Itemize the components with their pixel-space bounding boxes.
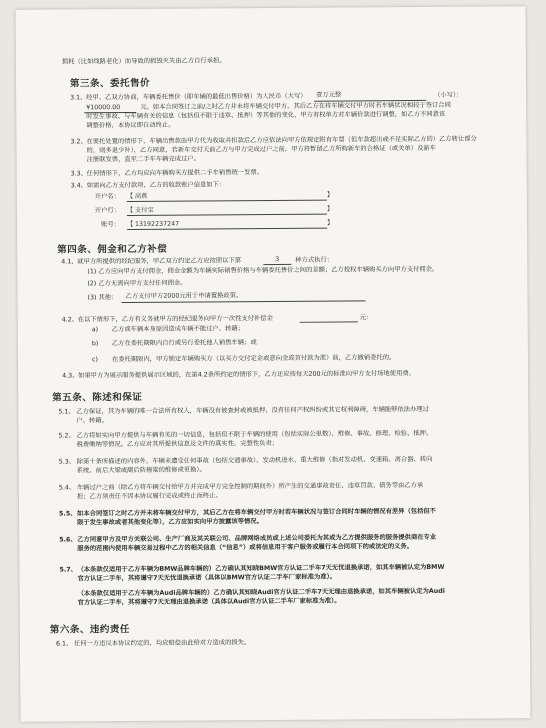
- account-number-line: [127, 228, 327, 230]
- bank-label: 开户行：: [94, 207, 121, 215]
- clause-4-3-num: 4.3、: [62, 372, 79, 380]
- option-3-value: 乙方支付甲方2000元用于申请置换政策。: [125, 292, 243, 301]
- item-c-text: 在委托期限内，甲方锁定车辆购买方（以买方交付定金或意向金或首付款为准）前，乙方撤销委托的。: [111, 354, 396, 364]
- bracket-close-1: 】: [326, 191, 334, 199]
- clause-3-3-text: 任何情形下，乙方均应向车辆购买方提供二手车销售统一发票。: [86, 169, 264, 178]
- clause-3-2-line3: 注册联发票，直至二手车车辆完成过户。: [86, 155, 200, 164]
- clause-6-1-text: 任何一方违反本协议约定的，均应赔偿由此给对方造成的损失。: [73, 639, 251, 648]
- clause-3-1-line4: 调整价格，本协议即自动终止。: [86, 121, 175, 130]
- bracket-open-3: 【: [126, 220, 134, 229]
- clause-5-5-num: 5.5、: [59, 510, 77, 518]
- account-number-label: 账号：: [100, 221, 120, 229]
- clause-5-2-num: 5.2、: [58, 432, 75, 440]
- top-text: 损耗（比如线路老化）而导致的损毁灭失由乙方自行承担。: [61, 57, 226, 66]
- clause-5-5-line1: 如本合同签订之时乙方并未将车辆交付甲方，其后乙方在将车辆交付甲方时若车辆状况与签订合同时车辆的情况有差异（包括但不: [77, 507, 436, 518]
- choice-line: [263, 264, 291, 265]
- clause-5-3-line2: 系统、前后大梁或副后防撞梁的维修或更换）。: [76, 466, 206, 475]
- clause-4-2-intro-b: 元：: [359, 314, 373, 322]
- clause-4-1-choice: 3: [275, 255, 280, 263]
- clause-5-1-num: 5.1、: [58, 408, 75, 416]
- section-6-title: 第六条、违约责任: [49, 624, 130, 636]
- contract-page: [16, 6, 531, 722]
- amount-lower: ¥10000.00: [86, 104, 121, 112]
- item-a-mark: a): [91, 326, 99, 334]
- section-4-title: 第四条、佣金和乙方补偿: [57, 243, 168, 256]
- section-3-title: 第三条、委托售价: [70, 77, 151, 90]
- account-name-value: 高燕: [134, 192, 148, 200]
- clause-5-1-line2: 户、转籍。: [76, 417, 108, 425]
- compensation-line: [300, 321, 358, 322]
- clause-5-7-line1: （本条款仅适用于乙方车辆为BMW品牌车辆的）乙方确认其知晓BMW官方认证二手车7天无忧退换承诺，如其车辆被认定为BMW: [77, 563, 445, 574]
- clause-3-1-line2: 元。如本合同签订之前/之时乙方并未将车辆交付甲方，其后乙方在将车辆交付甲方时若车辆状况相较于签订合同: [140, 101, 451, 111]
- clause-3-1-num: 3.1、: [70, 94, 87, 102]
- clause-5-4-num: 5.4、: [58, 484, 76, 492]
- clause-6-1-num: 6.1、: [55, 640, 73, 648]
- clause-4-1-intro: 就甲方所提供的经纪服务，甲乙双方约定乙方应按照以下第: [77, 257, 242, 266]
- clause-3-2-line1: 在要托处置的情形下，车辆出售款由甲方代为收取并扣款后乙方应依法向甲方依规定附有车票（但车款超出或不足实际乙方的）乙方转让部分: [86, 135, 477, 146]
- bracket-open-1: 【: [126, 192, 134, 201]
- option-3-label: (3) 其他：: [87, 294, 118, 302]
- clause-5-6-num: 5.6、: [59, 536, 77, 544]
- clause-3-2-line2: 的，则多退少补），乙方同意，若新车交付天前乙方与甲方完成过户之前，甲方将暂留乙方所购新车的合格证（或关单）及新车: [86, 144, 437, 155]
- item-c-mark: c): [91, 356, 98, 364]
- clause-4-3-text: 如果甲方为展示服务提供展示区域的，在第4.2条所约定的情形下，乙方还应按每天200元的标准向甲方支付场地使用费。: [78, 370, 415, 380]
- clause-4-2-intro: 在以下情形下，乙方有义务就甲方的经纪服务向甲方一次性支付补偿金: [77, 314, 273, 324]
- item-b-mark: b): [91, 340, 99, 348]
- account-number-value: 13192237247: [134, 220, 180, 228]
- clause-4-2-num: 4.2、: [61, 316, 79, 324]
- clause-5-2-line2: 税费缴纳等情况。乙方应对其所提供信息及文件的真实性、完整性负责；: [76, 439, 279, 449]
- clause-5-3-num: 5.3、: [58, 458, 76, 466]
- clause-5-7-line3: （本条款仅适用于乙方车辆为Audi品牌车辆的）乙方确认其知晓Audi官方认证二手车7天无理由退换承诺，如其车辆被认定为Audi: [77, 587, 445, 598]
- clause-3-1-lower-label: （小写）：: [434, 91, 463, 99]
- clause-5-4-line2: 担；乙方须责任不因本协议履行完成或终止而终止。: [76, 492, 222, 501]
- bracket-close-3: 】: [326, 219, 334, 227]
- section-5-title: 第五条、陈述和保证: [52, 391, 143, 404]
- bank-line: [127, 214, 327, 216]
- clause-5-5-line2: 限于发生事故或者其他变化等），乙方应如实向甲方披露该等情况。: [77, 518, 263, 527]
- bracket-close-2: 】: [326, 205, 334, 213]
- item-b-text: 乙方在委托期限内自行或另行委托他人销售车辆；或: [111, 339, 257, 348]
- clause-5-4-line1: 车辆过户之前（除乙方将车辆交付给甲方并完成甲方完全控制的期间外）所产生的交通事故责任、违章罚款、债务等由乙方承: [76, 481, 424, 492]
- bank-value: 支付宝: [134, 206, 154, 214]
- clause-5-6-line1: 乙方同意甲方及甲方关联公司、生产厂商及其关联公司、品牌网络成员或上述公司委托为其或为乙方提供服务的服务提供商在专业: [77, 533, 437, 544]
- clause-5-7-line4: 官方认证二手车，其将遵守7天无理由退换承诺（具体以Audi官方认证二手车厂家标准为准）。: [77, 597, 341, 607]
- account-name-line: [127, 200, 327, 202]
- option-1: (1) 乙方应向甲方支付佣金，佣金金额为车辆实际销售价格与车辆委托售价之间的差额；乙方授权车辆购买方向甲方支付佣金。: [87, 265, 439, 276]
- clause-5-3-line1: 除第十条所描述的内容外，车辆未遭受任何事故（包括交通事故）、发动机进水、重大维修（指对发动机、变速箱、离合器、转向: [76, 455, 433, 466]
- amount-upper: 壹万元整: [316, 91, 342, 99]
- account-name-label: 开户名：: [94, 193, 121, 201]
- clause-3-1-line1: 经甲、乙双方协商，车辆委托售价（即车辆的最低出售价格）为人民币（大写）: [86, 92, 307, 102]
- clause-5-6-line2: 服务的范围内使用车辆交易过程中乙方的相关信息（“信息”）或将信息用于客户服务或履行本合同项下的或法定的义务。: [77, 543, 414, 553]
- option-2: (2) 乙方无需向甲方支付任何佣金。: [87, 279, 187, 288]
- clause-3-4-num: 3.4、: [70, 182, 88, 190]
- clause-5-2-line1: 乙方将如实向甲方提供与车辆有关的一切信息，包括但不限于车辆的使用（包括实际公里数）、维修、事故、修理、检验、抵押、: [76, 429, 433, 440]
- clause-4-1-num: 4.1、: [61, 258, 78, 266]
- clause-3-3-num: 3.3、: [70, 170, 88, 178]
- clause-3-4-intro: 如需向乙方支付款项，乙方的收款账户信息如下：: [86, 181, 226, 190]
- clause-4-1-intro-b: 种方式执行：: [295, 256, 334, 264]
- clause-3-2-num: 3.2、: [70, 138, 87, 146]
- item-a-text: 乙方或车辆本身原因造成车辆不能过户、转籍；: [111, 325, 245, 334]
- bracket-open-2: 【: [126, 206, 134, 215]
- clause-5-7-num: 5.7、: [59, 566, 77, 574]
- clause-5-7-line2: 官方认证二手车，其将遵守7天无忧退换承诺（具体以BMW官方认证二手车厂家标准为准）。: [77, 573, 337, 583]
- clause-3-1-line3: 时发生事故、与车辆有关的信息（包括但不限于违章、抵押）等其他的变化，甲方有权单方对车辆价款进行调整，如乙方不同意该: [86, 110, 446, 121]
- clause-5-1-line1: 乙方保证，其为车辆的唯一合法所有权人，车辆没有被查封或被抵押、没有任何产权纠纷或其它权利障碍，车辆能够依法办理过: [76, 405, 429, 416]
